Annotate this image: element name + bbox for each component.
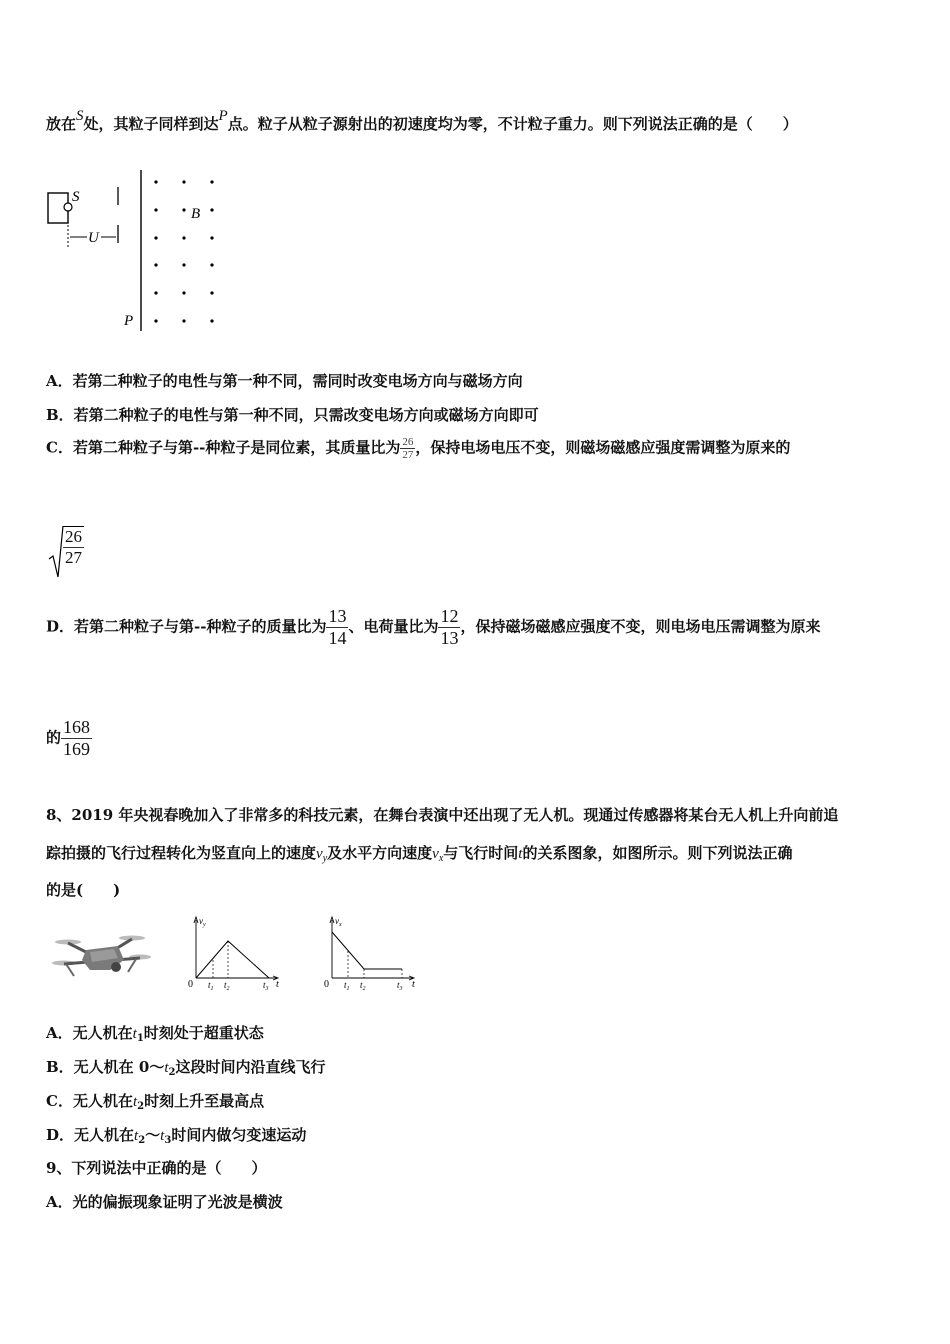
t-subscript: 1	[136, 1033, 144, 1044]
q7-option-d-text-4: 的	[46, 728, 62, 747]
graph1-t2: $t_2$	[224, 980, 230, 992]
graph2-t2: $t_2$	[360, 980, 366, 992]
q8-option-c-text-2: 时刻上升至最高点	[144, 1092, 265, 1110]
field-dot	[182, 208, 185, 211]
fraction-numerator: 13	[328, 606, 347, 626]
q9-option-a: A．光的偏振现象证明了光波是横波	[46, 1193, 283, 1211]
q8-option-c	[46, 1090, 264, 1112]
t-symbol: t	[160, 1128, 165, 1144]
q7-option-c-text-1: C．若第二种粒子与第--种粒子是同位素，其质量比为	[46, 438, 401, 457]
graph2-xlabel: t	[412, 979, 415, 990]
field-dot	[182, 291, 185, 294]
fraction-denominator: 13	[440, 628, 459, 648]
q7-symbol-s: S	[76, 108, 84, 124]
graph1-xlabel: t	[276, 979, 279, 990]
t-symbol: t	[134, 1128, 139, 1144]
field-dot	[154, 319, 157, 322]
q7-option-d-text-3: ，保持磁场磁感应强度不变，则电场电压需调整为原来	[460, 617, 821, 636]
q7-stem-text-3: 点。粒子从粒子源射出的初速度均为零，不计粒子重力。则下列说法正确的是（ ）	[227, 115, 798, 133]
t-symbol: t	[518, 846, 523, 862]
q7-stem-text-2: 处，其粒子同样到达	[83, 115, 219, 133]
field-dot	[154, 208, 157, 211]
field-dot	[210, 180, 213, 183]
vx-curve	[332, 932, 402, 969]
q8-stem-text-2: 及水平方向速度	[327, 844, 433, 862]
field-dot	[154, 236, 157, 239]
t-subscript: 2	[168, 1067, 176, 1078]
q8-option-a	[46, 1022, 264, 1044]
q8-option-c-text-1: C．无人机在	[46, 1092, 133, 1110]
field-dot	[210, 236, 213, 239]
graph2-t3: $t_3$	[397, 980, 403, 992]
range-tilde: ～	[145, 1126, 161, 1144]
t-subscript: 2	[137, 1101, 145, 1112]
fraction-denominator: 14	[328, 628, 347, 648]
q8-option-b	[46, 1056, 326, 1078]
q7-field-diagram	[44, 165, 234, 340]
sqrt-inner-fraction	[63, 527, 84, 568]
field-dot	[182, 319, 185, 322]
vx-t-graph	[322, 914, 422, 994]
fraction-numerator: 168	[63, 717, 91, 737]
field-dot	[182, 180, 185, 183]
diagram-label-b: B	[191, 206, 201, 222]
radical-sign	[48, 525, 64, 579]
fraction-denominator: 27	[402, 449, 414, 461]
vx-symbol: v	[432, 846, 439, 862]
graph2-ylabel: $v_x$	[335, 916, 342, 928]
fraction-denominator: 27	[65, 548, 82, 567]
vy-symbol: v	[316, 846, 323, 862]
q7-symbol-p: P	[218, 108, 228, 124]
q7-option-c-text-2: ，保持电场电压不变，则磁场磁感应强度需调整为原来的	[415, 438, 791, 457]
field-dot	[210, 208, 213, 211]
q7-stem-text-1: 放在	[46, 115, 77, 133]
graph2-origin: 0	[324, 979, 329, 990]
q8-option-d-text-2: 时间内做匀变速运动	[171, 1126, 307, 1144]
field-dot	[210, 263, 213, 266]
t-subscript: 2	[138, 1135, 146, 1146]
vy-subscript: y	[322, 853, 328, 864]
t-subscript: 3	[164, 1135, 172, 1146]
t-symbol: t	[164, 1060, 169, 1076]
fraction-denominator: 169	[63, 739, 91, 759]
q7-option-d-text-1: D．若第二种粒子与第--种粒子的质量比为	[46, 617, 327, 636]
graph1-origin: 0	[188, 979, 193, 990]
q8-stem-text-4: 的关系图象，如图所示。则下列说法正确	[522, 844, 793, 862]
graph2-t1: $t_1$	[344, 980, 350, 992]
q8-option-a-text-2: 时刻处于超重状态	[143, 1024, 264, 1042]
q8-stem-text-1: 踪拍摄的飞行过程转化为竖直向上的速度	[46, 844, 317, 862]
q7-option-d-cont	[46, 717, 92, 760]
graph1-t3: $t_3$	[263, 980, 269, 992]
fraction-numerator: 12	[440, 606, 459, 626]
field-dot	[210, 291, 213, 294]
field-dot	[154, 180, 157, 183]
fraction-numerator: 26	[402, 436, 414, 448]
q8-stem-line-1: 8、2019 年央视春晚加入了非常多的科技元素，在舞台表演中还出现了无人机。现通过传感器将某台无人机上升向前追	[46, 806, 839, 824]
graph1-t1: $t_1$	[208, 980, 214, 992]
field-dot	[182, 236, 185, 239]
fraction-numerator: 26	[65, 527, 82, 546]
source-point	[64, 203, 72, 211]
graph1-ylabel: $v_y$	[199, 916, 206, 928]
q7-stem	[46, 108, 798, 134]
vx-subscript: x	[438, 853, 444, 864]
diagram-label-u: U	[88, 230, 99, 246]
field-dot	[210, 319, 213, 322]
vy-curve	[196, 941, 269, 978]
drone-image	[52, 932, 152, 988]
t-symbol: t	[132, 1026, 137, 1042]
t-symbol: t	[132, 1094, 138, 1110]
mass-ratio-fraction	[326, 606, 348, 649]
q7-option-d-text-2: 、电荷量比为	[348, 617, 439, 636]
q8-stem-line-3: 的是( )	[46, 881, 121, 899]
mass-ratio-fraction	[400, 436, 415, 461]
field-dot	[154, 291, 157, 294]
magnetic-field-dots	[154, 180, 213, 322]
voltage-ratio-fraction	[61, 717, 92, 760]
q8-option-d-text-1: D．无人机在	[46, 1126, 135, 1144]
vy-t-graph	[186, 914, 286, 994]
field-dot	[154, 263, 157, 266]
diagram-label-s: S	[72, 189, 80, 205]
charge-ratio-fraction	[438, 606, 460, 649]
q9-stem: 9、下列说法中正确的是（ ）	[46, 1159, 267, 1177]
q8-option-b-text-1: B．无人机在 0～	[46, 1058, 165, 1076]
diagram-label-p: P	[124, 313, 134, 329]
q7-option-d	[46, 606, 821, 649]
field-dot	[182, 263, 185, 266]
q8-stem-text-3: 与飞行时间	[443, 844, 519, 862]
q8-option-d	[46, 1124, 306, 1146]
q7-option-a: A．若第二种粒子的电性与第一种不同，需同时改变电场方向与磁场方向	[46, 372, 523, 390]
q7-option-c	[46, 436, 790, 461]
q7-option-b: B．若第二种粒子的电性与第一种不同，只需改变电场方向或磁场方向即可	[46, 406, 539, 424]
q8-option-b-text-2: 这段时间内沿直线飞行	[175, 1058, 326, 1076]
q8-option-a-text-1: A．无人机在	[46, 1024, 133, 1042]
q8-stem-line-2	[46, 842, 792, 864]
